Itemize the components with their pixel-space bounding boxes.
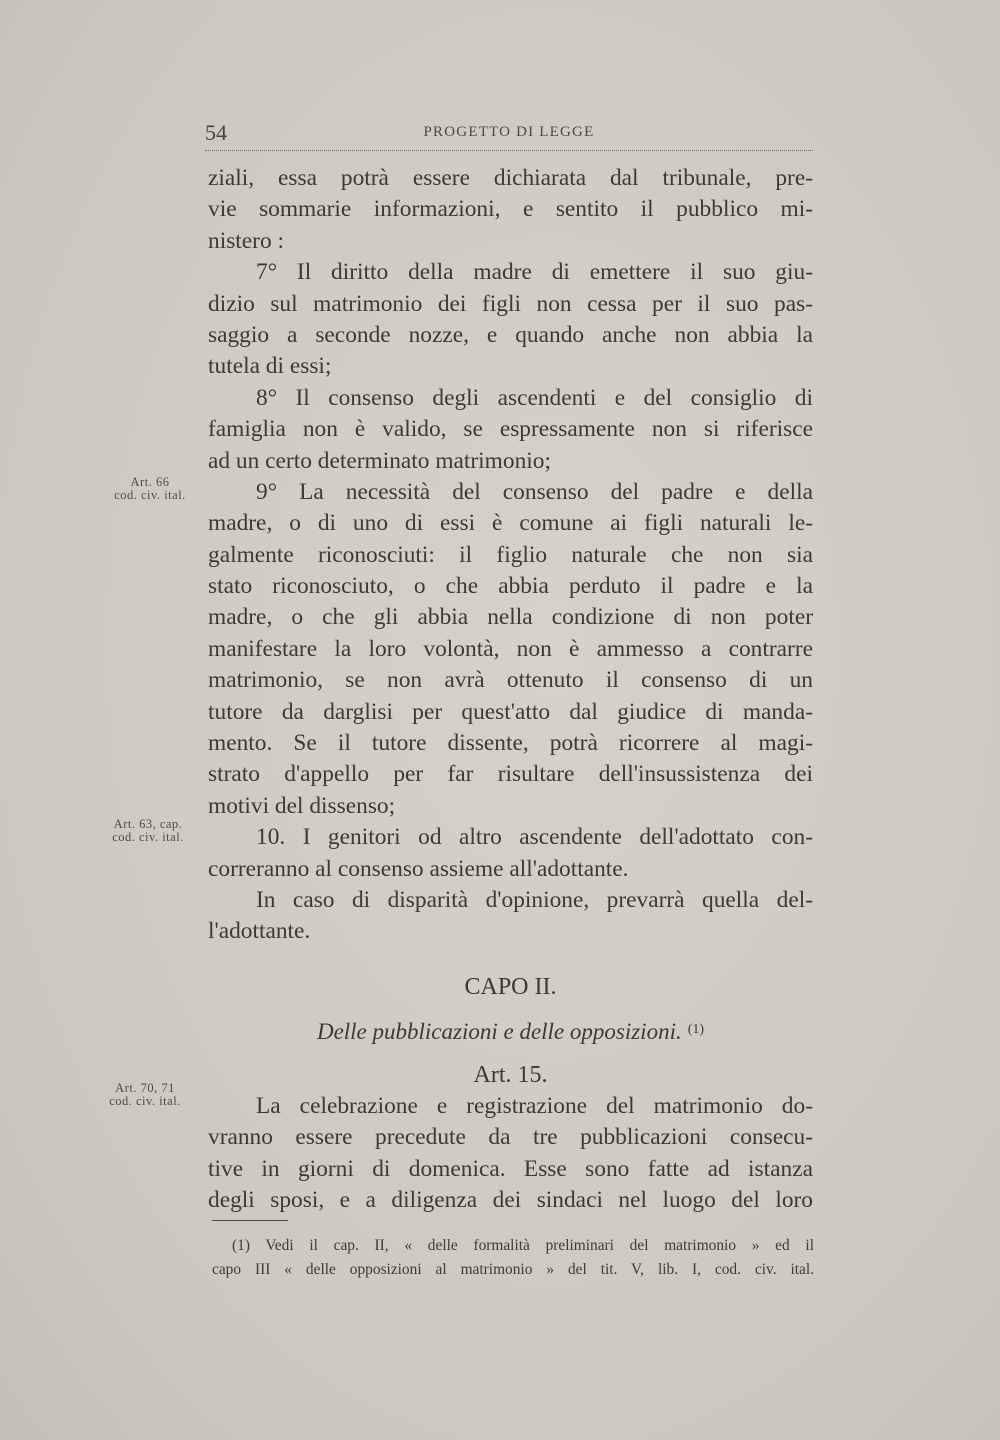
header-rule xyxy=(205,150,813,151)
footnote-rule xyxy=(212,1220,288,1221)
text-line: In caso di disparità d'opinione, prevarrà quella del- xyxy=(256,886,813,913)
article-title: Art. 15. xyxy=(473,1061,548,1088)
body-text xyxy=(208,163,813,1217)
text-line: degli sposi, e a diligenza dei sindaci nel luogo del loro xyxy=(208,1187,813,1214)
text-line: tutela di essi; xyxy=(208,353,332,380)
text-line: stato riconosciuto, o che abbia perduto il padre e la xyxy=(208,573,813,600)
footnote-line: capo III « delle opposizioni al matrimonio » del tit. V, lib. I, cod. civ. ital. xyxy=(212,1261,814,1278)
margin-note-line: Art. 66 xyxy=(130,475,170,489)
margin-note-line: cod. civ. ital. xyxy=(112,830,184,844)
footnote-reference: (1) xyxy=(687,1022,705,1038)
margin-note-line: Art. 63, cap. xyxy=(113,817,183,831)
text-line: matrimonio, se non avrà ottenuto il consenso di un xyxy=(208,667,813,694)
text-line: tutore da darglisi per quest'atto dal giudice di manda- xyxy=(208,698,813,725)
text-line: tive in giorni di domenica. Esse sono fatte ad istanza xyxy=(208,1155,813,1182)
running-title: PROGETTO DI LEGGE xyxy=(423,124,595,140)
footnote-line: (1) Vedi il cap. II, « delle formalità preliminari del matrimonio » ed il xyxy=(232,1237,814,1254)
text-line: 9° La necessità del consenso del padre e della xyxy=(256,478,813,505)
margin-note-line: cod. civ. ital. xyxy=(109,1094,181,1108)
text-line: vie sommarie informazioni, e sentito il pubblico mi- xyxy=(208,196,813,223)
chapter-subtitle xyxy=(208,1014,813,1045)
margin-note-line: cod. civ. ital. xyxy=(114,488,186,502)
margin-note-art-70-71 xyxy=(90,1082,200,1108)
text-line: vranno essere precedute da tre pubblicazioni consecu- xyxy=(208,1124,813,1151)
text-line: ad un certo determinato matrimonio; xyxy=(208,447,551,474)
margin-note-line: Art. 70, 71 xyxy=(115,1081,175,1095)
text-line: ziali, essa potrà essere dichiarata dal tribunale, pre- xyxy=(208,165,813,191)
page-header xyxy=(205,120,813,150)
text-line: madre, o che gli abbia nella condizione di non poter xyxy=(208,604,813,631)
text-line: 7° Il diritto della madre di emettere il suo giu- xyxy=(256,259,813,286)
chapter-title: CAPO II. xyxy=(464,973,557,1000)
text-line: saggio a seconde nozze, e quando anche non abbia la xyxy=(208,321,813,348)
text-line: motivi del dissenso; xyxy=(208,792,396,819)
text-line: La celebrazione e registrazione del matrimonio do- xyxy=(256,1092,813,1119)
text-line: 8° Il consenso degli ascendenti e del consiglio di xyxy=(256,384,813,411)
footnotes xyxy=(212,1234,814,1282)
margin-note-art-66 xyxy=(95,476,205,502)
text-line: manifestare la loro volontà, non è ammesso a contrarre xyxy=(208,635,813,662)
text-line: correranno al consenso assieme all'adottante. xyxy=(208,855,629,882)
text-line: famiglia non è valido, se espressamente non si riferisce xyxy=(208,416,813,443)
page-number: 54 xyxy=(205,120,227,145)
text-line: madre, o di uno di essi è comune ai figli naturali le- xyxy=(208,510,813,537)
text-line: galmente riconosciuti: il figlio naturale che non sia xyxy=(208,541,813,568)
chapter-subtitle-text: Delle pubblicazioni e delle opposizioni. xyxy=(316,1019,682,1045)
text-line: dizio sul matrimonio dei figli non cessa per il suo pas- xyxy=(208,290,813,317)
text-line: nistero : xyxy=(208,227,285,254)
text-line: mento. Se il tutore dissente, potrà ricorrere al magi- xyxy=(208,730,813,757)
margin-note-art-63 xyxy=(93,818,203,844)
text-line: 10. I genitori od altro ascendente dell'adottato con- xyxy=(256,824,813,851)
text-line: strato d'appello per far risultare dell'insussistenza dei xyxy=(208,761,813,788)
text-line: l'adottante. xyxy=(208,918,311,945)
